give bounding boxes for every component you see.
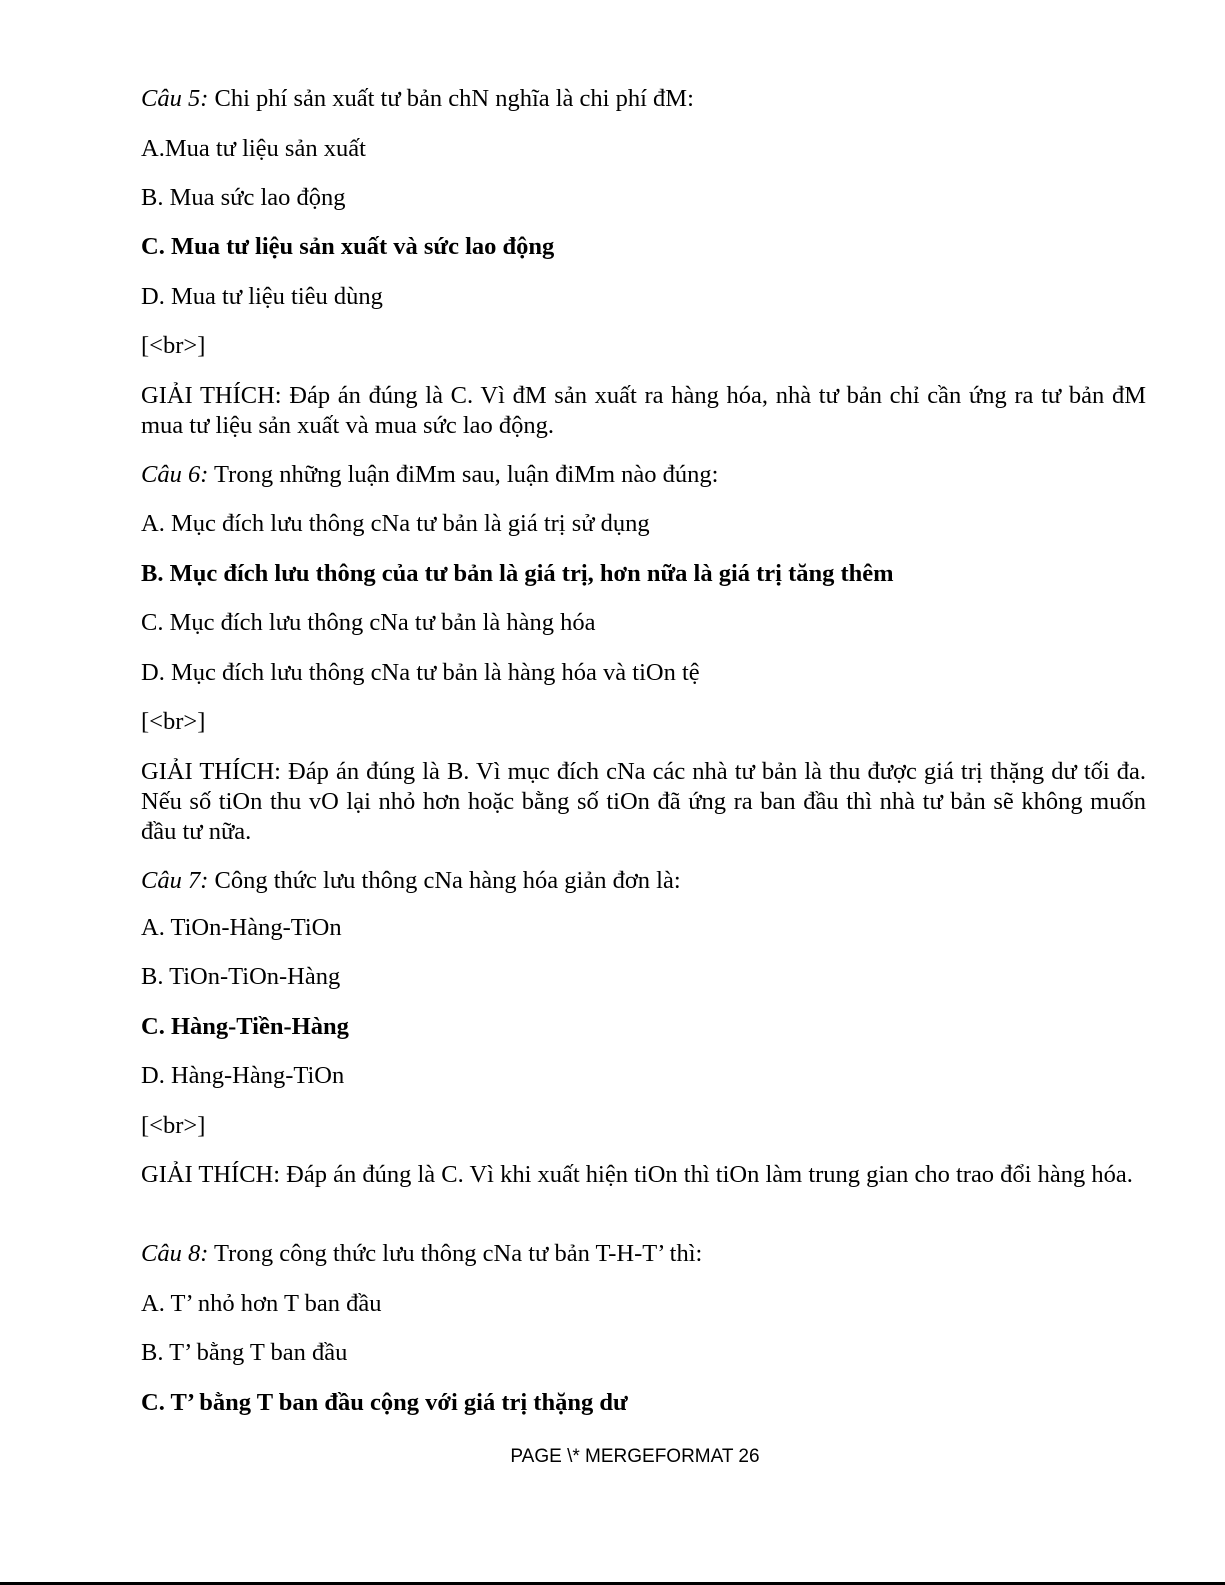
- option-b: B. TiOn-TiOn-Hàng: [141, 963, 341, 990]
- question-5: [141, 84, 1146, 114]
- question-8: [141, 1239, 1146, 1269]
- explanation: GIẢI THÍCH: Đáp án đúng là C. Vì khi xuất hiện tiOn thì tiOn làm trung gian cho trao đổi hàng hóa.: [141, 1161, 1133, 1188]
- option-b: B. Mua sức lao động: [141, 184, 346, 211]
- question-text: Trong công thức lưu thông cNa tư bản T-H-T’ thì:: [208, 1240, 703, 1267]
- option-c: C. Mục đích lưu thông cNa tư bản là hàng hóa: [141, 609, 596, 636]
- question-text: Công thức lưu thông cNa hàng hóa giản đơn là:: [208, 867, 681, 894]
- option-a: A. T’ nhỏ hơn T ban đầu: [141, 1290, 382, 1317]
- option-a: A.Mua tư liệu sản xuất: [141, 135, 366, 162]
- explanation: GIẢI THÍCH: Đáp án đúng là C. Vì đM sản xuất ra hàng hóa, nhà tư bản chỉ cần ứng ra tư bản đM mua tư liệu sản xuất và mua sức lao động.: [141, 382, 1146, 439]
- page-footer: PAGE \* MERGEFORMAT 26: [510, 1446, 760, 1467]
- option-b: B. T’ bằng T ban đầu: [141, 1339, 348, 1366]
- question-label: Câu 5:: [141, 85, 209, 112]
- break-marker: [<br>]: [141, 332, 206, 359]
- correct-option: C. T’ bằng T ban đầu cộng với giá trị thặng dư: [141, 1389, 628, 1416]
- correct-option: C. Mua tư liệu sản xuất và sức lao động: [141, 233, 555, 260]
- correct-option: C. Hàng-Tiền-Hàng: [141, 1013, 349, 1040]
- question-text: Chi phí sản xuất tư bản chN nghĩa là chi phí đM:: [208, 85, 694, 112]
- question-label: Câu 7:: [141, 867, 209, 894]
- explanation: GIẢI THÍCH: Đáp án đúng là B. Vì mục đích cNa các nhà tư bản là thu được giá trị thặng dư tối đa. Nếu số tiOn thu vO lại nhỏ hơn hoặc bằng số tiOn đã ứng ra ban đầu thì nhà tư bản sẽ không muốn đầu tư nữa.: [141, 758, 1146, 845]
- question-label: Câu 8:: [141, 1240, 209, 1267]
- option-d: D. Hàng-Hàng-TiOn: [141, 1062, 345, 1089]
- option-d: D. Mục đích lưu thông cNa tư bản là hàng hóa và tiOn tệ: [141, 659, 700, 686]
- option-a: A. Mục đích lưu thông cNa tư bản là giá trị sử dụng: [141, 510, 650, 537]
- option-a: A. TiOn-Hàng-TiOn: [141, 914, 342, 941]
- option-d: D. Mua tư liệu tiêu dùng: [141, 283, 383, 310]
- break-marker: [<br>]: [141, 708, 206, 735]
- correct-option: B. Mục đích lưu thông của tư bản là giá trị, hơn nữa là giá trị tăng thêm: [141, 560, 894, 587]
- break-marker: [<br>]: [141, 1112, 206, 1139]
- question-label: Câu 6:: [141, 461, 209, 488]
- question-text: Trong những luận điMm sau, luận điMm nào đúng:: [208, 461, 719, 488]
- question-6: [141, 460, 1146, 490]
- question-7: [141, 866, 1146, 896]
